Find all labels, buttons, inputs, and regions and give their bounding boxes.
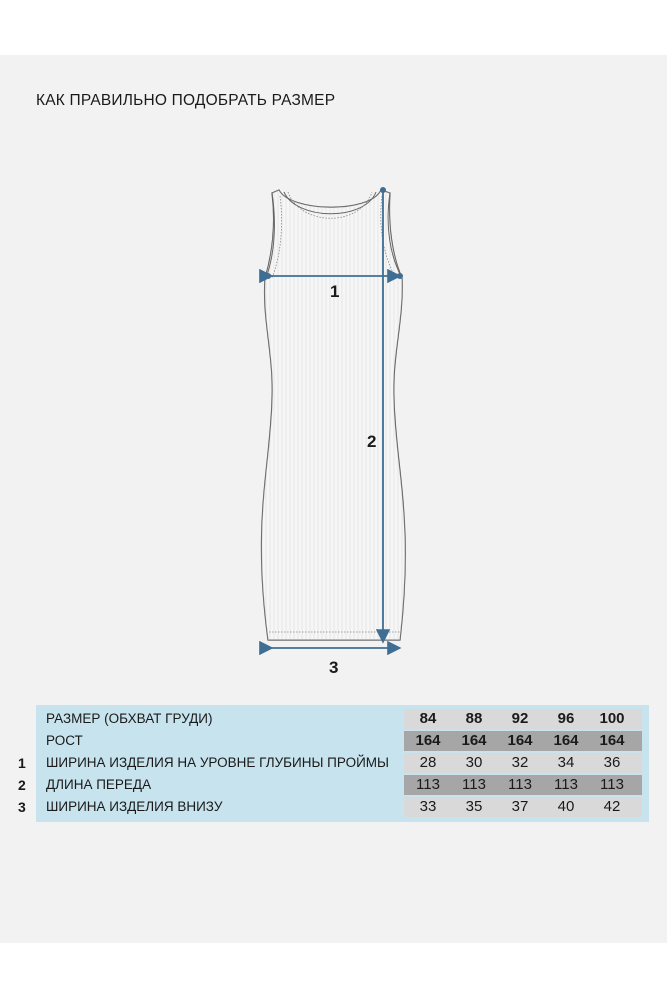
table-cell: 34: [557, 754, 575, 771]
table-row-height: [36, 731, 649, 752]
measurement-label-3: 3: [329, 658, 339, 677]
table-cell: 113: [600, 776, 624, 793]
table-cell: 164: [415, 732, 441, 749]
table-row-size: [36, 709, 649, 730]
table-cell: 42: [603, 798, 621, 815]
table-row-hem-width: [36, 797, 649, 818]
row-label: ШИРИНА ИЗДЕЛИЯ ВНИЗУ: [46, 799, 223, 814]
table-cell: 113: [554, 776, 578, 793]
measurement-label-1: 1: [330, 282, 340, 301]
row-number-3: 3: [18, 799, 26, 815]
table-cell: 164: [507, 732, 533, 749]
table-cell: 164: [553, 732, 579, 749]
table-row-armhole-width: [36, 753, 649, 774]
size-table: [36, 705, 649, 822]
table-cell: 100: [599, 710, 625, 727]
table-cell: 37: [511, 798, 529, 815]
row-label: РАЗМЕР (ОБХВАТ ГРУДИ): [46, 711, 213, 726]
table-cell: 84: [419, 710, 437, 727]
table-cell: 30: [465, 754, 483, 771]
table-cell: 113: [462, 776, 486, 793]
table-cell: 164: [599, 732, 625, 749]
table-cell: 28: [419, 754, 437, 771]
table-cell: 96: [557, 710, 575, 727]
table-row-front-length: [36, 775, 649, 796]
table-cell: 40: [557, 798, 575, 815]
table-cell: 113: [508, 776, 532, 793]
table-cell: 92: [511, 710, 529, 727]
table-cell: 35: [465, 798, 483, 815]
row-label: РОСТ: [46, 733, 83, 748]
table-cell: 113: [416, 776, 440, 793]
table-cell: 33: [419, 798, 437, 815]
page-title: КАК ПРАВИЛЬНО ПОДОБРАТЬ РАЗМЕР: [36, 92, 336, 109]
row-number-2: 2: [18, 777, 26, 793]
table-cell: 164: [461, 732, 487, 749]
table-cell: 36: [603, 754, 621, 771]
table-cell: 88: [465, 710, 483, 727]
row-number-1: 1: [18, 755, 26, 771]
table-cell: 32: [511, 754, 529, 771]
row-label: ШИРИНА ИЗДЕЛИЯ НА УРОВНЕ ГЛУБИНЫ ПРОЙМЫ: [46, 755, 389, 770]
measurement-label-2: 2: [367, 432, 377, 451]
row-label: ДЛИНА ПЕРЕДА: [46, 777, 152, 792]
